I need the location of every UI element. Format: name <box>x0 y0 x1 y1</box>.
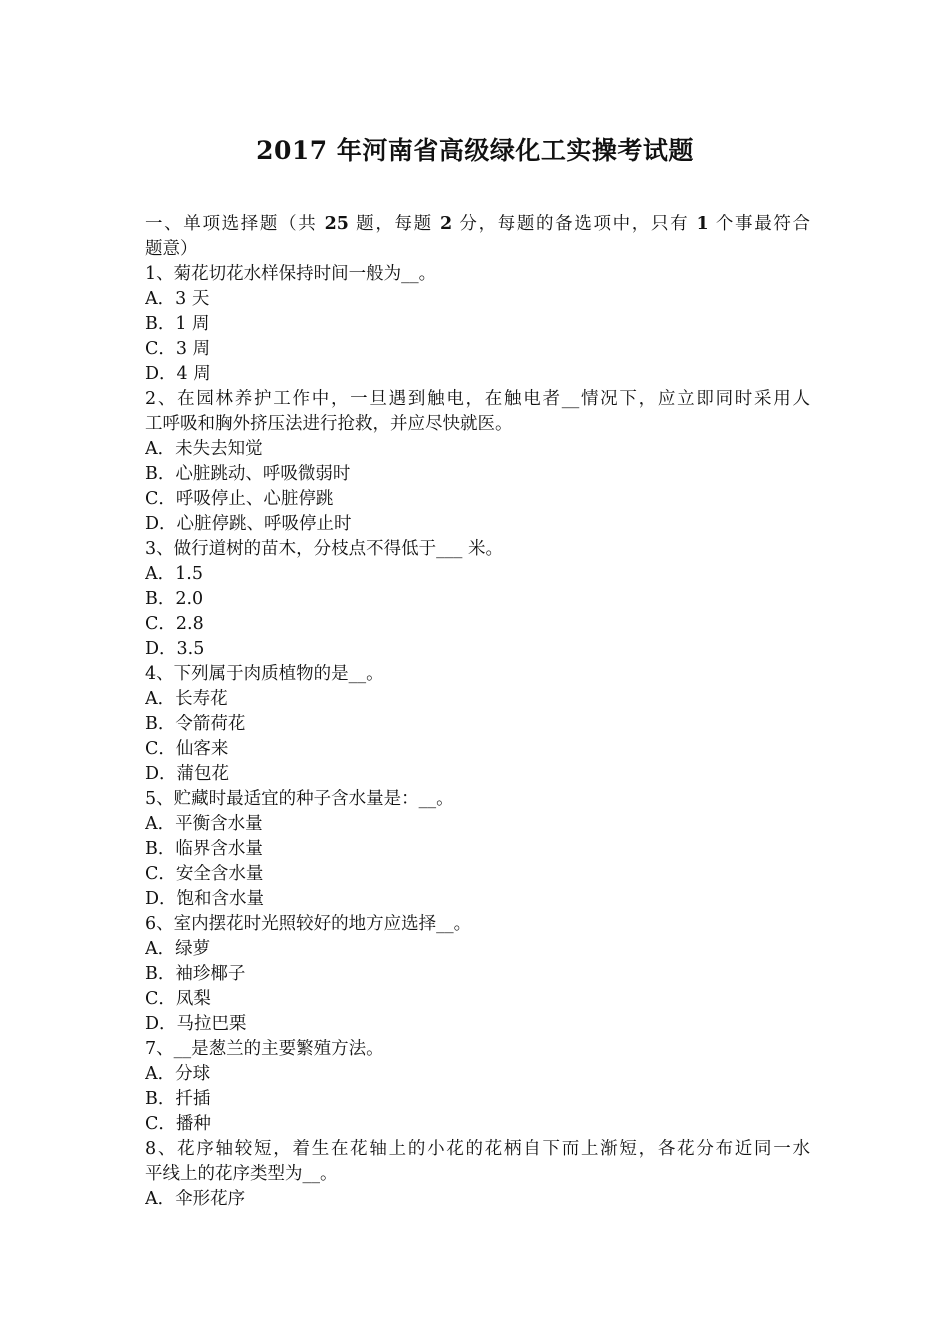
section-heading-line-1 <box>145 212 810 237</box>
answer-option: C．凤梨 <box>145 989 211 1009</box>
question-stem: 2、在园林养护工作中，一旦遇到触电，在触电者__情况下，应立即同时采用人 <box>145 389 810 409</box>
answer-option: C．2.8 <box>145 614 204 634</box>
question-stem: 3、做行道树的苗木，分枝点不得低于___ 米。 <box>145 539 503 559</box>
question-stem: 6、室内摆花时光照较好的地方应选择__。 <box>145 914 472 934</box>
section-text-a: 一、单项选择题（共 <box>145 214 325 234</box>
answer-option: D．饱和含水量 <box>145 889 265 909</box>
answer-option: C．播种 <box>145 1114 211 1134</box>
answer-option: A．长寿花 <box>145 689 228 709</box>
question-stem: 工呼吸和胸外挤压法进行抢救，并应尽快就医。 <box>145 414 513 434</box>
question-block <box>145 1137 810 1212</box>
answer-option: A．未失去知觉 <box>145 439 263 459</box>
question-list <box>145 262 810 1212</box>
answer-option: D．马拉巴栗 <box>145 1014 247 1034</box>
question-stem: 8、花序轴较短，着生在花轴上的小花的花柄自下而上渐短，各花分布近同一水 <box>145 1139 810 1159</box>
answer-option: C．仙客来 <box>145 739 229 759</box>
section-heading-line-2: 题意） <box>145 239 198 259</box>
answer-option: A．分球 <box>145 1064 211 1084</box>
answer-option: C．3 周 <box>145 339 211 359</box>
answer-option: B．2.0 <box>145 589 204 609</box>
question-block <box>145 787 810 912</box>
answer-option: A．1.5 <box>145 564 203 584</box>
answer-option: D．心脏停跳、呼吸停止时 <box>145 514 352 534</box>
answer-option: C．呼吸停止、心脏停跳 <box>145 489 334 509</box>
question-stem: 7、__是葱兰的主要繁殖方法。 <box>145 1039 384 1059</box>
section-text-b: 题，每题 <box>348 214 441 234</box>
correct-option-count: 1 <box>696 214 709 234</box>
question-block <box>145 387 810 537</box>
answer-option: A．3 天 <box>145 289 210 309</box>
question-stem: 1、菊花切花水样保持时间一般为__。 <box>145 264 437 284</box>
answer-option: B．1 周 <box>145 314 210 334</box>
answer-option: B．令箭荷花 <box>145 714 246 734</box>
section-text-c: 分，每题的备选项中，只有 <box>452 214 697 234</box>
answer-option: D．3.5 <box>145 639 205 659</box>
answer-option: B．扦插 <box>145 1089 211 1109</box>
exam-content <box>145 212 810 1212</box>
question-stem: 5、贮藏时最适宜的种子含水量是：__。 <box>145 789 454 809</box>
answer-option: A．绿萝 <box>145 939 211 959</box>
answer-option: D．蒲包花 <box>145 764 230 784</box>
answer-option: B．心脏跳动、呼吸微弱时 <box>145 464 351 484</box>
points-per-question: 2 <box>440 214 453 234</box>
section-heading <box>145 212 810 262</box>
answer-option: D．4 周 <box>145 364 211 384</box>
question-count: 25 <box>324 214 349 234</box>
answer-option: C．安全含水量 <box>145 864 264 884</box>
question-block <box>145 537 810 662</box>
question-block <box>145 262 810 387</box>
answer-option: A．伞形花序 <box>145 1189 246 1209</box>
question-block <box>145 912 810 1037</box>
section-text-d: 个事最符合 <box>708 214 810 234</box>
question-stem: 平线上的花序类型为__。 <box>145 1164 338 1184</box>
answer-option: B．临界含水量 <box>145 839 263 859</box>
question-stem: 4、下列属于肉质植物的是__。 <box>145 664 384 684</box>
question-block <box>145 662 810 787</box>
question-block <box>145 1037 810 1137</box>
answer-option: B．袖珍椰子 <box>145 964 246 984</box>
document-title: 2017 年河南省高级绿化工实操考试题 <box>256 136 694 165</box>
answer-option: A．平衡含水量 <box>145 814 263 834</box>
